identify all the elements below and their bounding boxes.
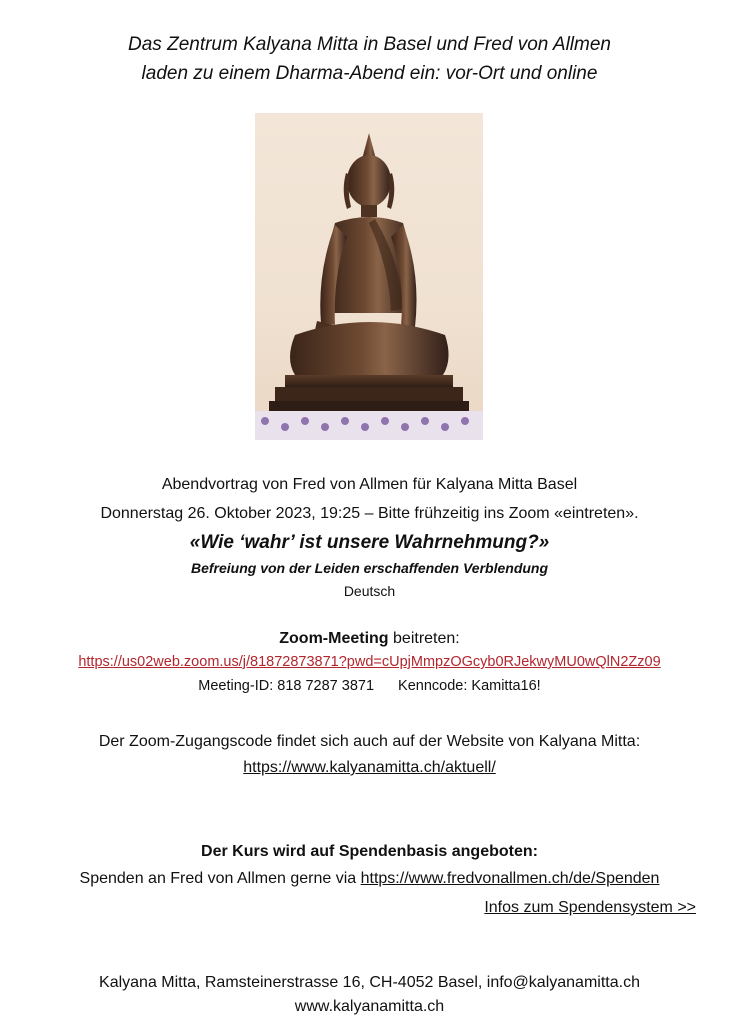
header-line-2: laden zu einem Dharma-Abend ein: vor-Ort und online: [141, 63, 598, 84]
donation-prefix: Spenden an Fred von Allmen gerne via: [79, 870, 361, 887]
donation-info-link[interactable]: Infos zum Spendensystem >>: [484, 899, 696, 916]
buddha-statue-icon: [255, 113, 483, 440]
footer-website: www.kalyanamitta.ch: [294, 998, 445, 1015]
kalyanamitta-aktuell-link[interactable]: https://www.kalyanamitta.ch/aktuell/: [243, 759, 496, 776]
meeting-details: [0, 678, 739, 694]
language-label: Deutsch: [343, 583, 396, 599]
meeting-id: Meeting-ID: 818 7287 3871: [198, 678, 375, 694]
donation-heading: Der Kurs wird auf Spendenbasis angeboten:: [201, 843, 538, 860]
speaker-line: Abendvortrag von Fred von Allmen für Kalyana Mitta Basel: [161, 476, 578, 493]
zoom-meeting-link[interactable]: https://us02web.zoom.us/j/81872873871?pwd=cUpjMmpzOGcyb0RJekwyMU0wQlN2Zz09: [78, 654, 661, 670]
donation-link[interactable]: https://www.fredvonallmen.ch/de/Spenden: [360, 870, 660, 887]
talk-subtitle: Befreiung von der Leiden erschaffenden Verblendung: [190, 560, 549, 576]
footer-address: Kalyana Mitta, Ramsteinerstrasse 16, CH-4052 Basel, info@kalyanamitta.ch: [99, 974, 640, 991]
buddha-statue-image: [255, 113, 483, 440]
date-line: Donnerstag 26. Oktober 2023, 19:25 – Bitte frühzeitig ins Zoom «eintreten».: [100, 505, 639, 522]
donation-line: [0, 870, 739, 888]
header-line-1: Das Zentrum Kalyana Mitta in Basel und Fred von Allmen: [128, 34, 611, 55]
zoom-heading: [0, 630, 739, 648]
meeting-passcode: Kenncode: Kamitta16!: [398, 678, 541, 694]
passcode-note: Der Zoom-Zugangscode findet sich auch auf der Website von Kalyana Mitta:: [98, 733, 641, 750]
zoom-heading-rest: beitreten:: [388, 630, 460, 647]
talk-title: «Wie ‘wahr’ ist unsere Wahrnehmung?»: [189, 532, 550, 553]
zoom-heading-bold: Zoom-Meeting: [279, 630, 389, 647]
